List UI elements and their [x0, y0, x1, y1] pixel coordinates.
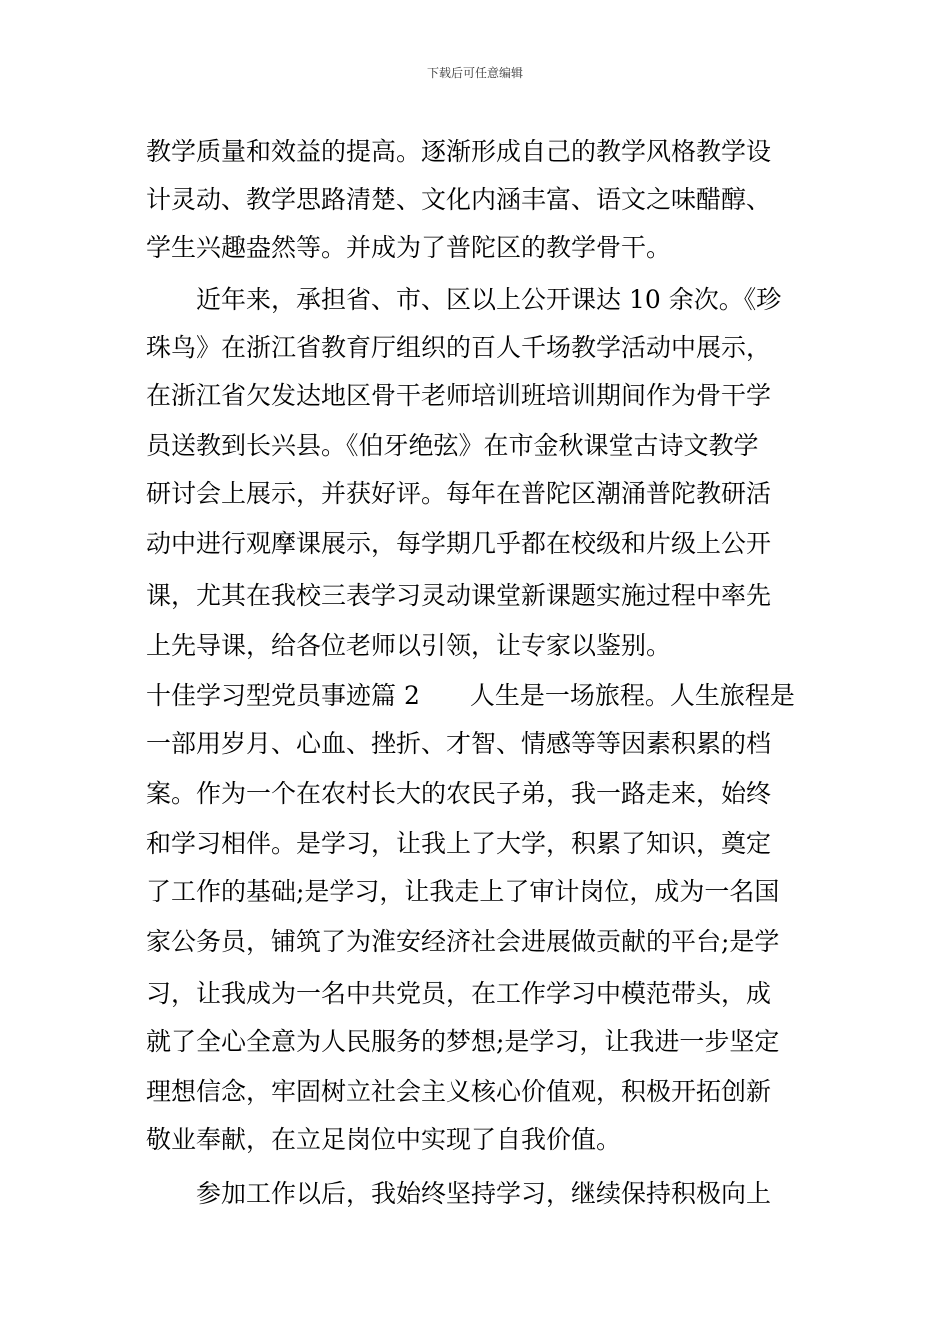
text-line: 珠鸟》在浙江省教育厅组织的百人千场教学活动中展示，: [146, 333, 772, 362]
text-line: 敬业奉献，在立足岗位中实现了自我价值。: [146, 1125, 622, 1154]
text-line: 参加工作以后，我始终坚持学习，继续保持积极向上: [196, 1179, 772, 1208]
text-line: 案。作为一个在农村长大的农民子弟，我一路走来，始终: [146, 779, 772, 808]
text-line: 学生兴趣盎然等。并成为了普陀区的教学骨干。: [146, 233, 672, 262]
text-line: 就了全心全意为人民服务的梦想;是学习，让我进一步坚定: [146, 1027, 780, 1056]
text-line: 和学习相伴。是学习，让我上了大学，积累了知识，奠定: [146, 829, 772, 858]
text-line: 理想信念，牢固树立社会主义核心价值观，积极开拓创新: [146, 1077, 772, 1106]
text-line: 课，尤其在我校三表学习灵动课堂新课题实施过程中率先: [146, 581, 772, 610]
text-line: 员送教到长兴县。《伯牙绝弦》在市金秋课堂古诗文教学: [146, 431, 759, 460]
text-line: 在浙江省欠发达地区骨干老师培训班培训期间作为骨干学: [146, 381, 772, 410]
text-line: 动中进行观摩课展示，每学期几乎都在校级和片级上公开: [146, 529, 772, 558]
text-line: 研讨会上展示，并获好评。每年在普陀区潮涌普陀教研活: [146, 479, 772, 508]
text-line: 了工作的基础;是学习，让我走上了审计岗位，成为一名国: [146, 877, 780, 906]
text-line: 教学质量和效益的提高。逐渐形成自己的教学风格教学设: [146, 137, 772, 166]
text-line: 十佳学习型党员事迹篇 2 人生是一场旅程。人生旅程是: [146, 681, 795, 710]
text-line: 计灵动、教学思路清楚、文化内涵丰富、语文之味醋醇、: [146, 185, 772, 214]
text-line: 上先导课，给各位老师以引领，让专家以鉴别。: [146, 631, 672, 660]
page-header: 下载后可任意编辑: [426, 66, 523, 80]
text-line: 一部用岁月、心血、挫折、才智、情感等等因素积累的档: [146, 729, 772, 758]
text-line: 习，让我成为一名中共党员，在工作学习中模范带头，成: [146, 979, 772, 1008]
text-line: 家公务员，铺筑了为淮安经济社会进展做贡献的平台;是学: [146, 927, 780, 956]
text-line: 近年来，承担省、市、区以上公开课达 10 余次。《珍: [196, 285, 782, 314]
